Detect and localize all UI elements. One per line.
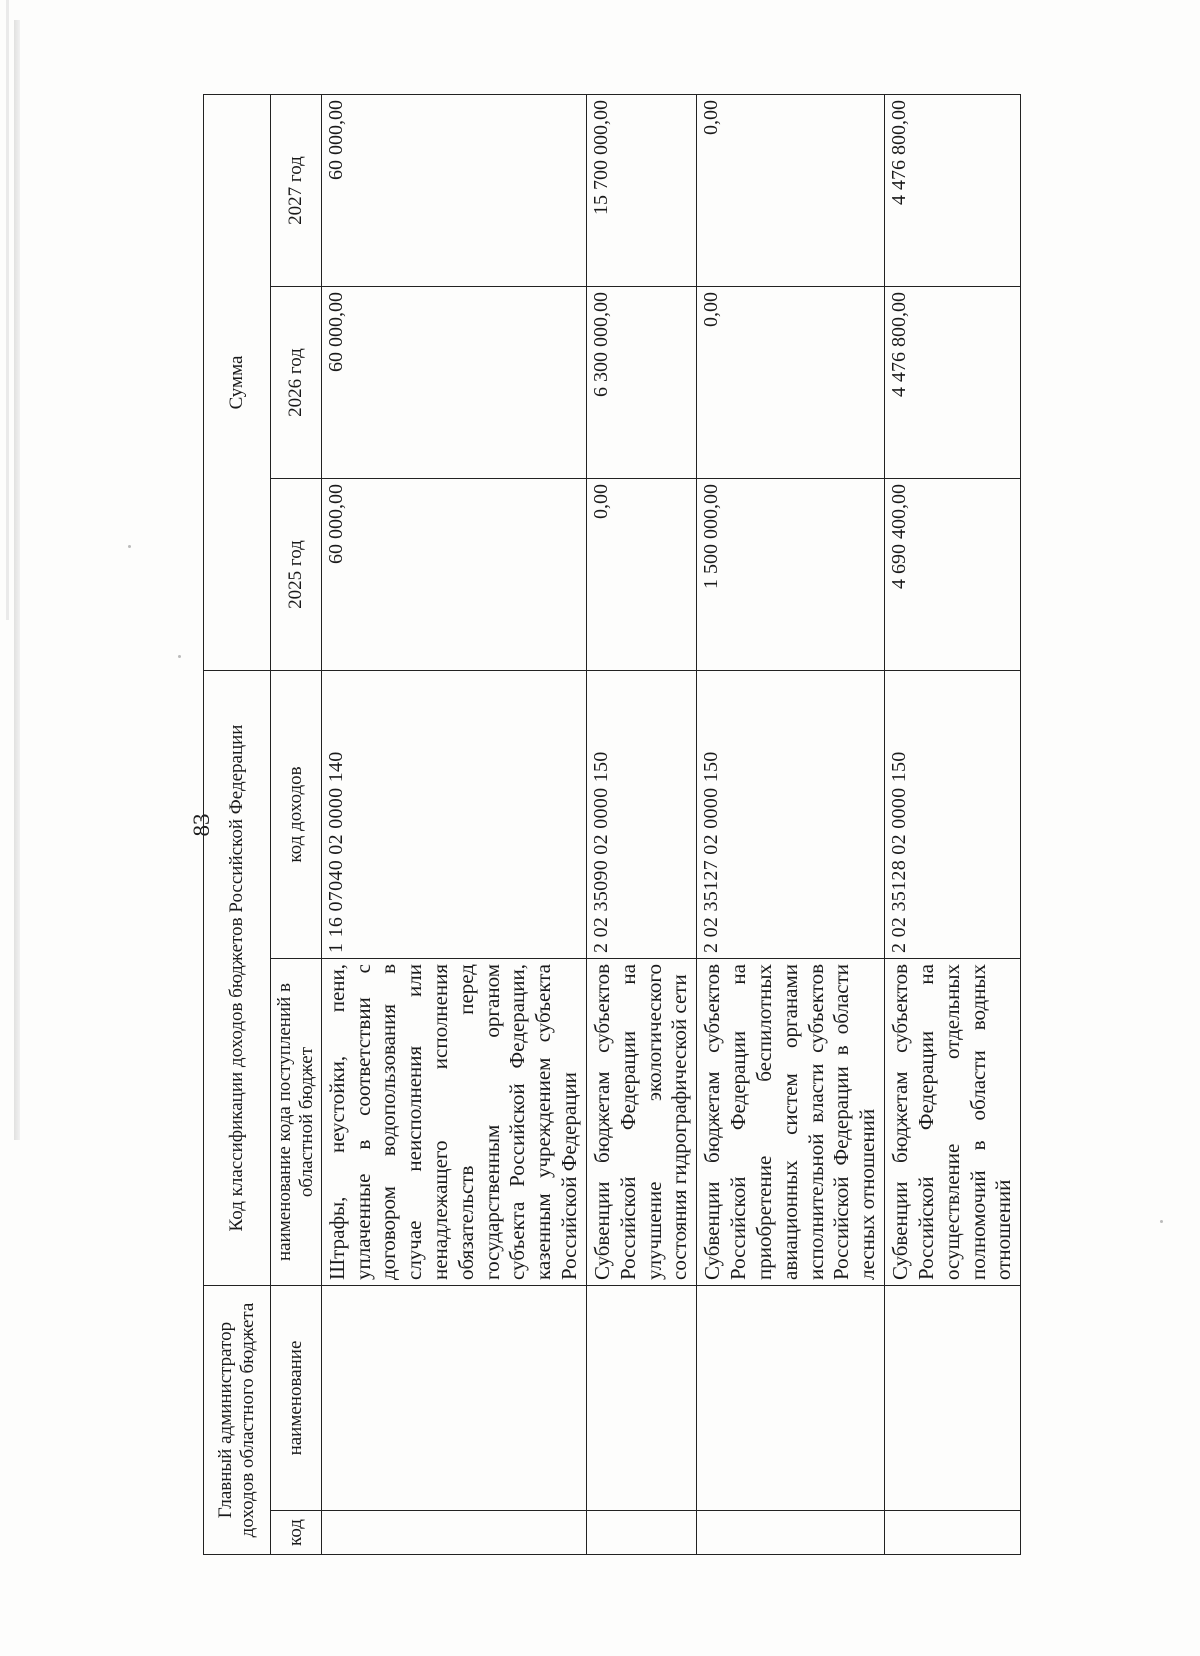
scan-speck <box>1160 1220 1163 1223</box>
row-admin-name <box>885 1286 1021 1511</box>
header-classification-group: Код классификации доходов бюджетов Российской Федерации <box>204 671 271 1286</box>
row-admin-code <box>321 1511 586 1555</box>
row-admin-name <box>697 1286 885 1511</box>
row-admin-name <box>321 1286 586 1511</box>
row-admin-code <box>885 1511 1021 1555</box>
row-income-code: 2 02 35127 02 0000 150 <box>697 671 885 959</box>
header-col-2026: 2026 год <box>271 287 322 479</box>
header-col-2025: 2025 год <box>271 479 322 671</box>
row-admin-name <box>586 1286 696 1511</box>
row-amount-2025: 1 500 000,00 <box>697 479 885 671</box>
row-amount-2027: 60 000,00 <box>321 94 586 286</box>
header-col-income-code: код доходов <box>271 671 322 959</box>
row-amount-2026: 60 000,00 <box>321 287 586 479</box>
table-row <box>885 94 1021 1554</box>
scan-speck <box>178 655 181 658</box>
row-amount-2027: 4 476 800,00 <box>885 94 1021 286</box>
row-amount-2026: 0,00 <box>697 287 885 479</box>
row-amount-2025: 60 000,00 <box>321 479 586 671</box>
table-row <box>697 94 885 1554</box>
row-amount-2025: 0,00 <box>586 479 696 671</box>
header-col-code: код <box>271 1511 322 1555</box>
row-amount-2026: 4 476 800,00 <box>885 287 1021 479</box>
row-amount-2025: 4 690 400,00 <box>885 479 1021 671</box>
table-row <box>586 94 696 1554</box>
row-amount-2027: 0,00 <box>697 94 885 286</box>
header-sum-group: Сумма <box>204 94 271 670</box>
row-income-code: 2 02 35128 02 0000 150 <box>885 671 1021 959</box>
page-number: 83 <box>189 813 214 837</box>
scan-speck <box>128 545 131 548</box>
row-amount-2026: 6 300 000,00 <box>586 287 696 479</box>
table-row <box>321 94 586 1554</box>
row-income-name: Штрафы, неустойки, пени, уплаченные в соответствии с договором водопользования в случае неисполнения или ненадлежащего исполнения обязательств перед государственным органом субъекта Российской Федерации, казенным учреждением субъекта Российской Федерации <box>321 959 586 1286</box>
header-row-sub <box>271 94 322 1554</box>
row-income-code: 1 16 07040 02 0000 140 <box>321 671 586 959</box>
scan-edge-shadow <box>6 0 9 620</box>
header-col-name: наименование <box>271 1286 322 1511</box>
row-income-name: Субвенции бюджетам субъектов Российской Федерации на улучшение экологического состояния гидрографической сети <box>586 959 696 1286</box>
row-admin-code <box>586 1511 696 1555</box>
row-income-code: 2 02 35090 02 0000 150 <box>586 671 696 959</box>
rotated-document-page <box>189 95 1016 1555</box>
scan-edge-shadow <box>14 20 20 1140</box>
row-income-name: Субвенции бюджетам субъектов Российской Федерации на осуществление отдельных полномочий в области водных отношений <box>885 959 1021 1286</box>
row-income-name: Субвенции бюджетам субъектов Российской Федерации на приобретение беспилотных авиационных систем органами исполнительной власти субъектов Российской Федерации в области лесных отношений <box>697 959 885 1286</box>
row-admin-code <box>697 1511 885 1555</box>
budget-revenue-table <box>203 94 1021 1555</box>
header-col-2027: 2027 год <box>271 94 322 286</box>
header-admin-group: Главный администратор доходов областного бюджета <box>204 1286 271 1555</box>
row-amount-2027: 15 700 000,00 <box>586 94 696 286</box>
header-col-income-name: наименование кода поступлений в областной бюджет <box>271 959 322 1286</box>
header-row-top <box>204 94 271 1554</box>
